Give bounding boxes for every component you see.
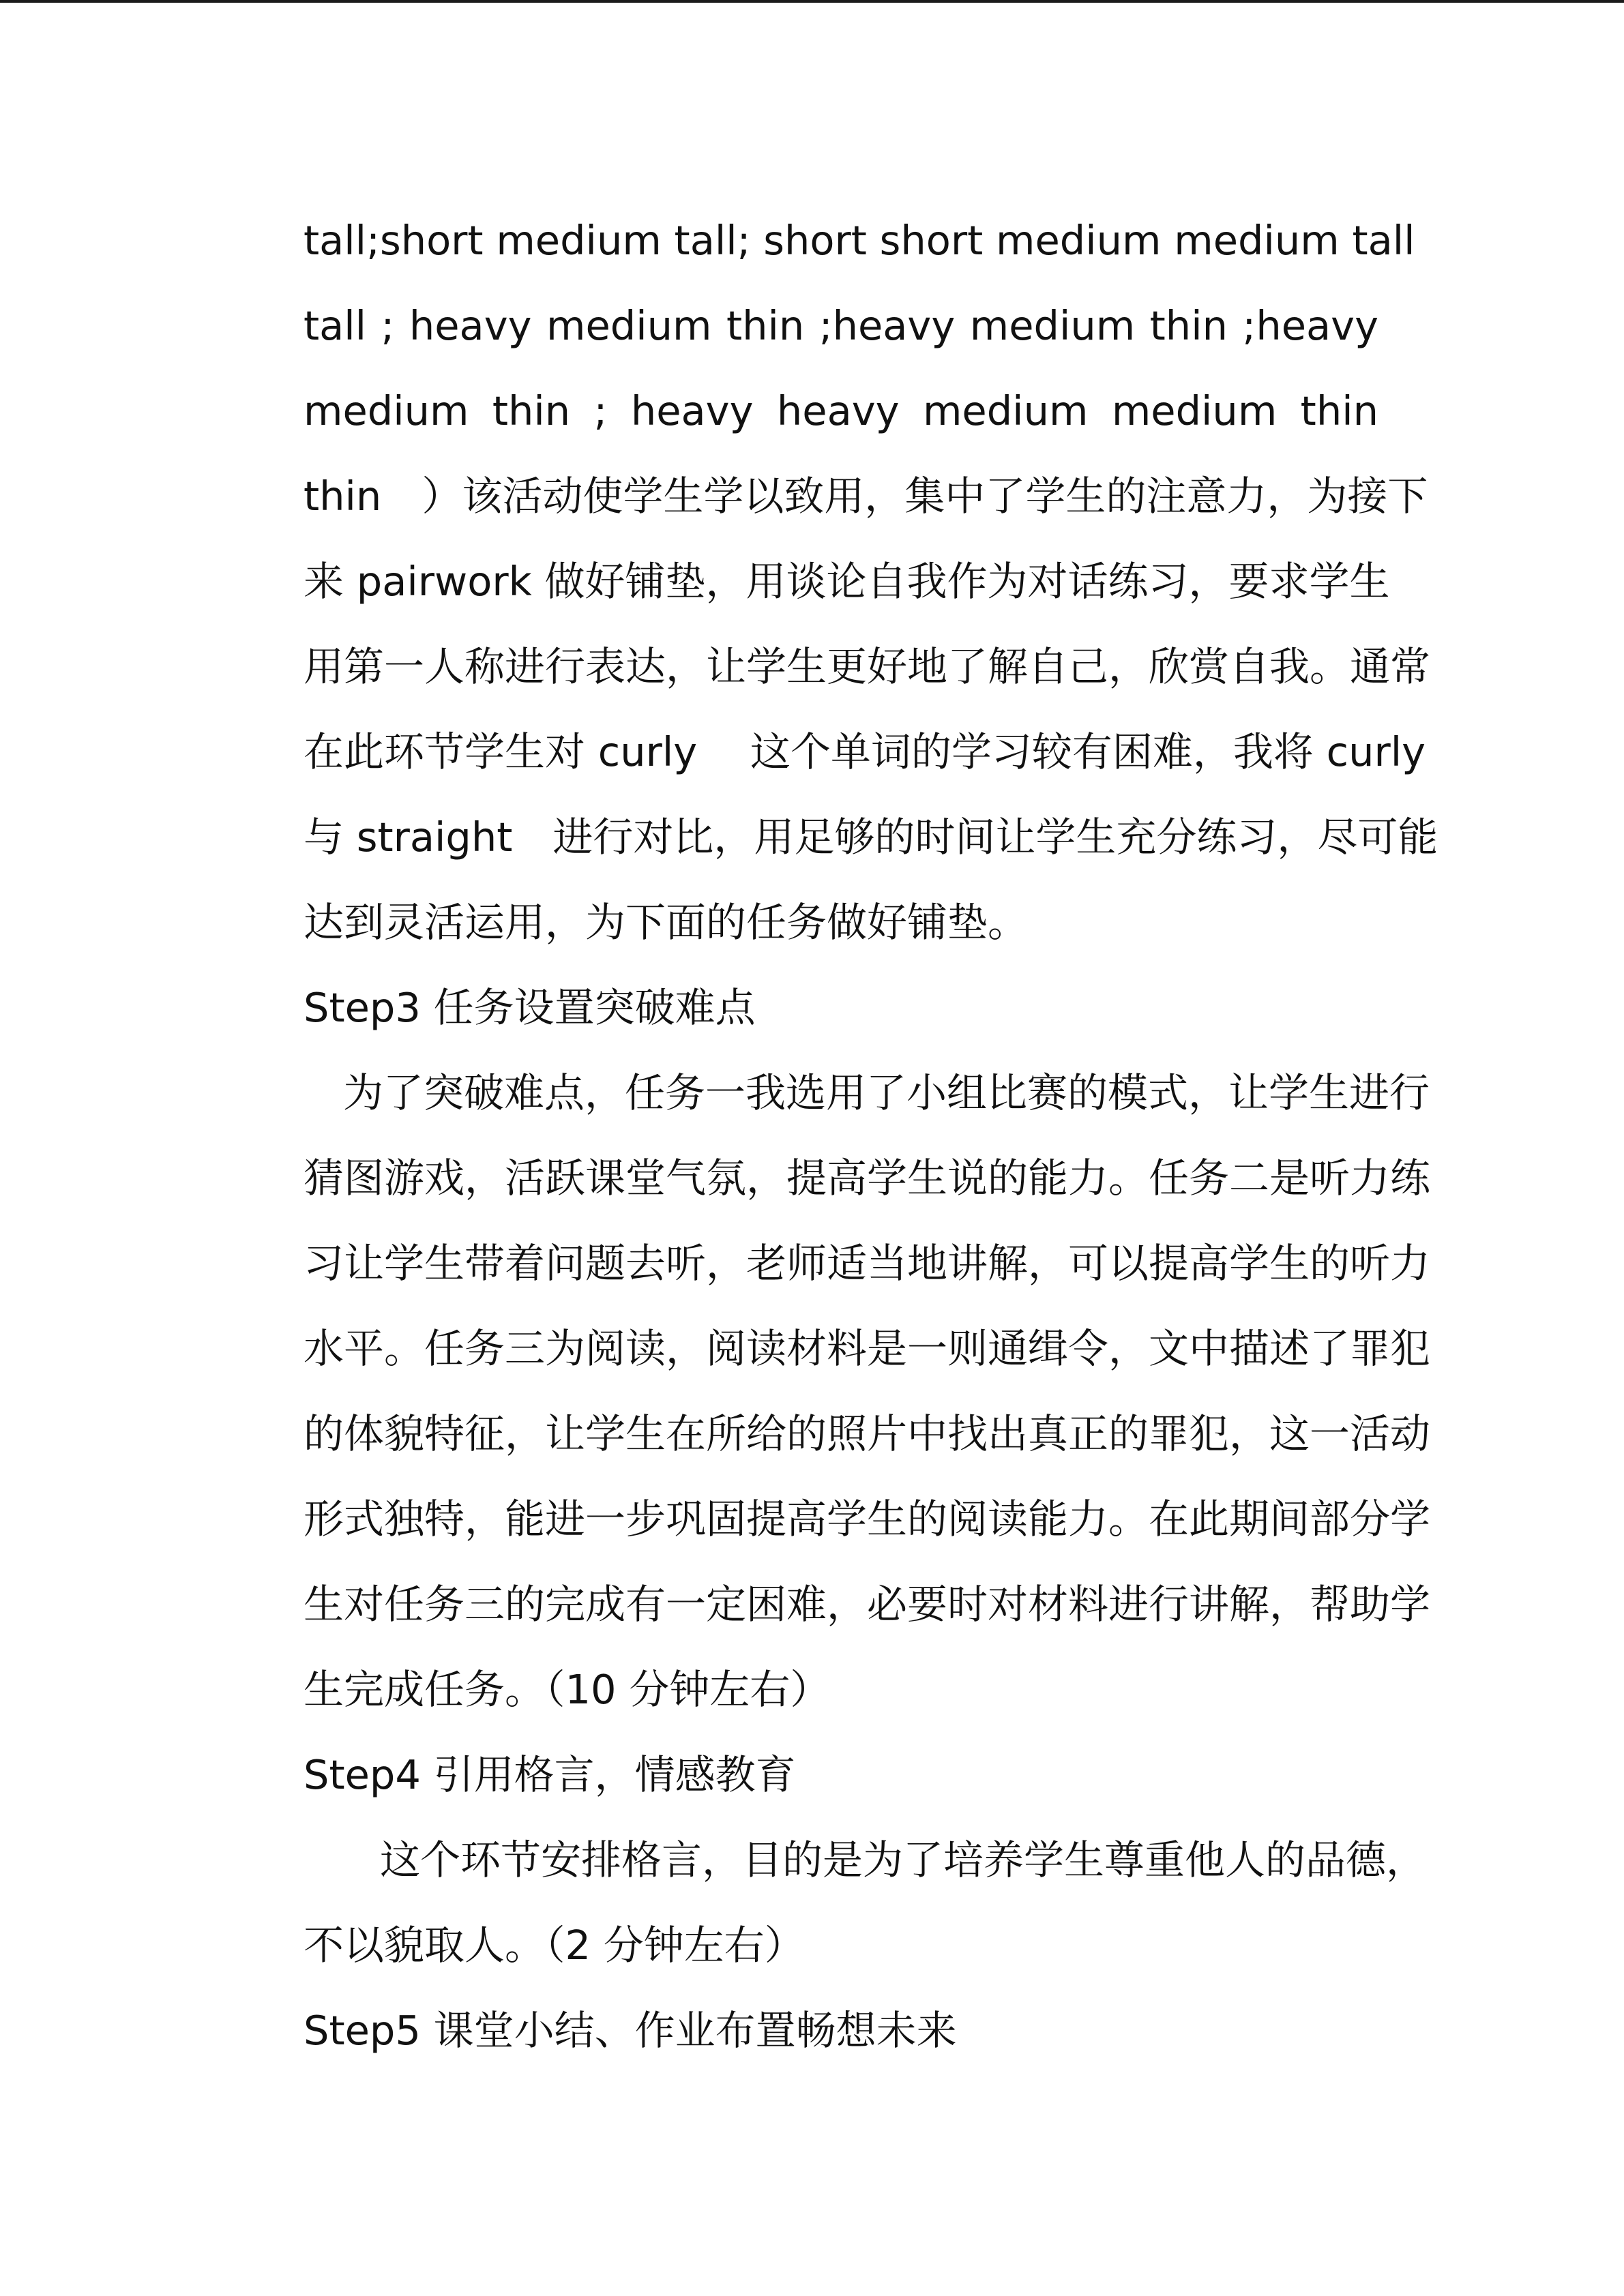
paragraph-line: 不以貌取人。（2 分钟左右） xyxy=(304,1922,805,1969)
step5-heading: Step5 课堂小结、作业布置畅想未来 xyxy=(304,2007,957,2054)
paragraph-line: 猜图游戏，活跃课堂气氛，提高学生说的能力。任务二是听力练 xyxy=(304,1154,1431,1202)
paragraph-line: 来 pairwork 做好铺垫，用谈论自我作为对话练习，要求学生 xyxy=(304,558,1390,605)
paragraph-line: tall;short medium tall; short short medium medium tall xyxy=(304,217,1415,264)
paragraph-line: medium thin ; heavy heavy medium medium thin xyxy=(304,387,1378,434)
paragraph-line: thin ）该活动使学生学以致用，集中了学生的注意力，为接下 xyxy=(304,473,1428,520)
paragraph-line: tall ; heavy medium thin ;heavy medium thin ;heavy xyxy=(304,302,1378,349)
paragraph-line: 形式独特，能进一步巩固提高学生的阅读能力。在此期间部分学 xyxy=(304,1495,1431,1542)
paragraph-line: 在此环节学生对 curly 这个单词的学习较有困难，我将 curly xyxy=(304,728,1426,775)
paragraph-line: 用第一人称进行表达，让学生更好地了解自己，欣赏自我。通常 xyxy=(304,643,1431,690)
paragraph-line: 习让学生带着问题去听，老师适当地讲解，可以提高学生的听力 xyxy=(304,1240,1431,1287)
paragraph-line: 生完成任务。（10 分钟左右） xyxy=(304,1666,831,1713)
paragraph-line: 为了突破难点，任务一我选用了小组比赛的模式，让学生进行 xyxy=(343,1069,1430,1116)
step4-heading: Step4 引用格言，情感教育 xyxy=(304,1751,796,1798)
paragraph-line: 的体貌特征，让学生在所给的照片中找出真正的罪犯，这一活动 xyxy=(304,1410,1431,1457)
paragraph-line: 与 straight 进行对比，用足够的时间让学生充分练习，尽可能 xyxy=(304,814,1438,861)
paragraph-line: 这个环节安排格言，目的是为了培养学生尊重他人的品德， xyxy=(380,1836,1427,1883)
paragraph-line: 水平。任务三为阅读，阅读材料是一则通缉令，文中描述了罪犯 xyxy=(304,1325,1431,1372)
document-body xyxy=(304,198,1438,2073)
step3-heading: Step3 任务设置突破难点 xyxy=(304,984,756,1031)
paragraph-line: 达到灵活运用，为下面的任务做好铺垫。 xyxy=(304,899,1029,946)
top-border-rule xyxy=(0,0,1624,3)
paragraph-line: 生对任务三的完成有一定困难，必要时对材料进行讲解，帮助学 xyxy=(304,1581,1431,1628)
